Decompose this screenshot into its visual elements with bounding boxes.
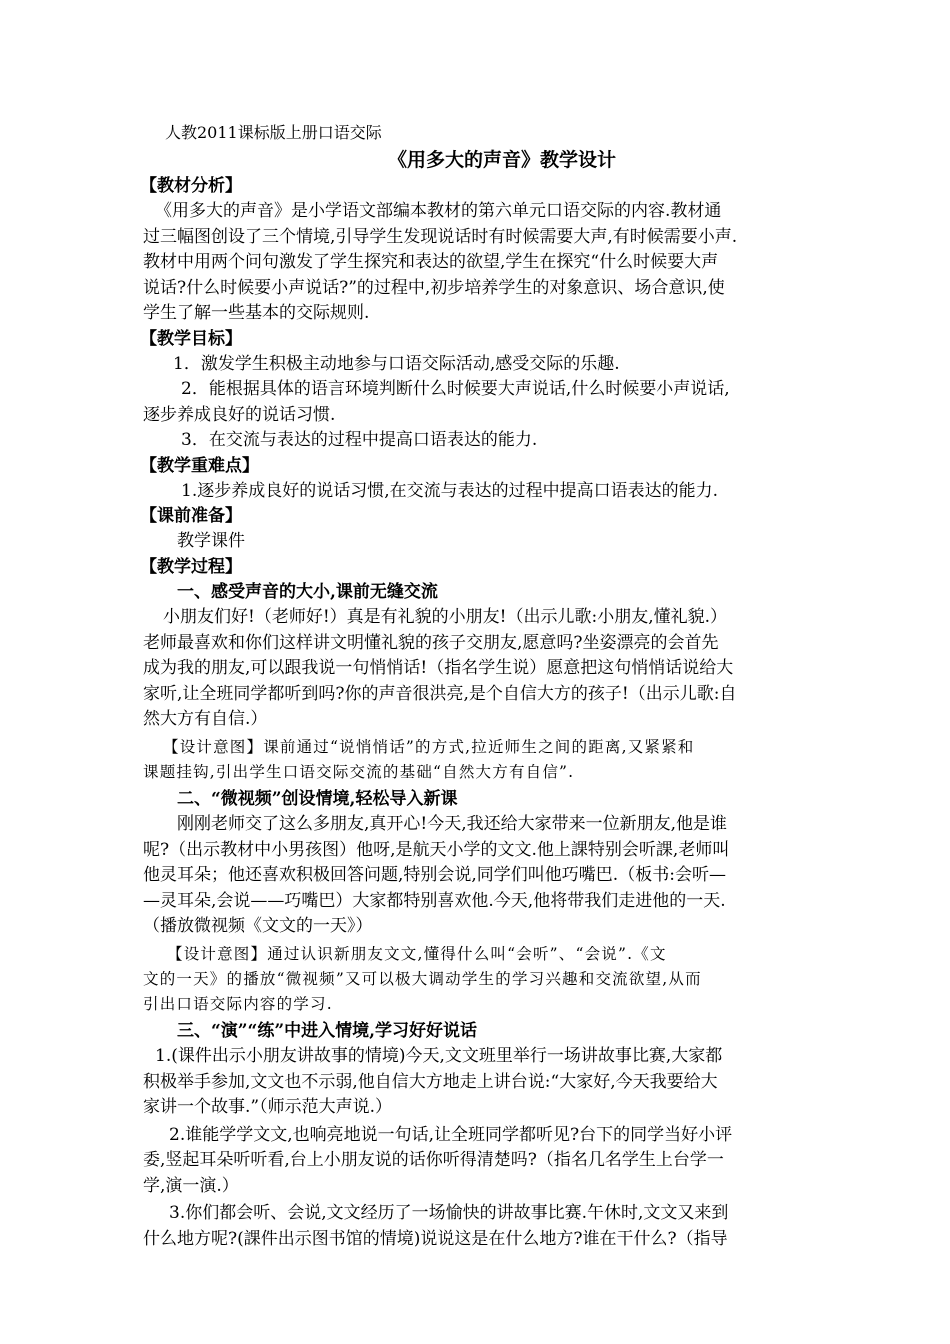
text-line: 积极举手参加,文文也不示弱,他自信大方地走上讲台说:“大家好,今天我要给大: [143, 1071, 718, 1092]
section-heading-keypoints: 【教学重难点】: [140, 455, 259, 476]
text-line: 【设计意图】课前通过“说悄悄话”的方式,拉近师生之间的距离,又紧紧和: [163, 737, 695, 756]
text-line: —灵耳朵,会说——巧嘴巴）大家都特别喜欢他.今天,他将带我们走进他的一天.: [143, 890, 726, 911]
text-line: 刚刚老师交了这么多朋友,真开心!今天,我还给大家带来一位新朋友,他是谁: [177, 814, 728, 834]
text-line: 2.谁能学学文文,也响亮地说一句话,让全班同学都听见?台下的同学当好小评: [169, 1124, 733, 1145]
text-line: 课题挂钩,引出学生口语交际交流的基础“自然大方有自信”.: [143, 762, 575, 781]
text-line: 1.(课件出示小朋友讲故事的情境)今天,文文班里举行一场讲故事比赛,大家都: [155, 1046, 723, 1066]
text-line: 成为我的朋友,可以跟我说一句悄悄话!（指名学生说）愿意把这句悄悄话说给大: [143, 658, 734, 678]
process-part-3-item-3: [143, 1201, 811, 1252]
text-line: 《用多大的声音》是小学语文部编本教材的第六单元口语交际的内容.教材通: [155, 201, 722, 221]
process-part-1-title: 一、感受声音的大小,课前无缝交流: [177, 581, 438, 602]
document-title: 《用多大的声音》教学设计: [387, 149, 616, 171]
text-line: 【设计意图】通过认识新朋友文文,懂得什么叫“会听”、“会说”.《文: [167, 944, 667, 963]
text-line: 呢?（出示教材中小男孩图）他呀,是航天小学的文文.他上課特别会听課,老师叫: [143, 839, 730, 860]
preparation-text: 教学课件: [177, 531, 245, 551]
text-line: 文的一天》的播放“微视频”又可以极大调动学生的学习兴趣和交流欲望,从而: [143, 969, 702, 988]
text-line: 他灵耳朵；他还喜欢积极回答问题,特别会说,同学们叫他巧嘴巴.（板书:会听—: [143, 865, 726, 885]
text-line: 然大方有自信.）: [143, 709, 268, 729]
text-line: 小朋友们好!（老师好!）真是有礼貌的小朋友!（出示儿歌:小朋友,懂礼貌.）: [163, 607, 728, 627]
design-intent-2: [143, 942, 811, 1017]
process-part-1-paragraph: [143, 605, 811, 733]
analysis-paragraph: [143, 199, 811, 327]
process-part-3-item-2: [143, 1123, 811, 1200]
process-part-2-paragraph: [143, 812, 811, 940]
process-part-3-title: 三、“演”“练”中进入情境,学习好好说话: [177, 1020, 478, 1041]
text-line: 家听,让全班同学都听到吗?你的声音很洪亮,是个自信大方的孩子!（出示儿歌:自: [143, 683, 737, 704]
goals-list: [143, 352, 811, 454]
text-line: 家讲一个故事.”（师示范大声说.）: [143, 1097, 392, 1117]
text-line: 引出口语交际内容的学习.: [143, 994, 333, 1013]
process-part-3-item-1: [143, 1044, 811, 1121]
list-item-continuation: 逐步养成良好的说话习惯.: [143, 404, 336, 425]
process-part-2-title: 二、“微视频”创设情境,轻松导入新课: [177, 788, 458, 809]
text-line: 说话?什么时候要小声说话?”的过程中,初步培养学生的对象意识、场合意识,使: [143, 277, 725, 298]
text-line: 什么地方呢?(課件出示图书馆的情境)说说这是在什么地方?谁在干什么?（指导: [143, 1228, 728, 1249]
list-item: 3．在交流与表达的过程中提高口语表达的能力.: [181, 430, 538, 450]
text-line: 委,竖起耳朵听听看,台上小朋友说的话你听得清楚吗?（指名几名学生上台学一: [143, 1150, 724, 1170]
document-page: [140, 120, 811, 1252]
section-heading-goals: 【教学目标】: [140, 328, 242, 349]
section-heading-analysis: 【教材分析】: [140, 176, 242, 196]
text-line: 教材中用两个问句激发了学生探究和表达的欲望,学生在探究“什么时候要大声: [143, 252, 719, 272]
text-line: （播放微视频《文文的一天》）: [143, 916, 373, 936]
text-line: 学,演一演.）: [143, 1175, 239, 1196]
text-line: 3.你们都会听、会说,文文经历了一场愉快的讲故事比赛.午休时,文文又来到: [169, 1203, 729, 1223]
document-subtitle: 人教2011课标版上册口语交际: [165, 123, 382, 142]
list-item: 1.逐步养成良好的说话习惯,在交流与表达的过程中提高口语表达的能力.: [181, 480, 719, 501]
list-item: 2．能根据具体的语言环境判断什么时候要大声说话,什么时候要小声说话,: [181, 379, 730, 399]
design-intent-1: [143, 735, 811, 785]
list-item: 1．激发学生积极主动地参与口语交际活动,感受交际的乐趣.: [173, 353, 620, 374]
keypoints-list: [143, 479, 811, 505]
section-heading-process: 【教学过程】: [140, 556, 242, 577]
text-line: 学生了解一些基本的交际规则.: [143, 303, 370, 323]
text-line: 过三幅图创设了三个情境,引导学生发现说话时有时候需要大声,有时候需要小声.: [143, 226, 738, 247]
text-line: 老师最喜欢和你们这样讲文明懂礼貌的孩子交朋友,愿意吗?坐姿漂亮的会首先: [143, 632, 719, 653]
section-heading-preparation: 【课前准备】: [140, 506, 242, 526]
